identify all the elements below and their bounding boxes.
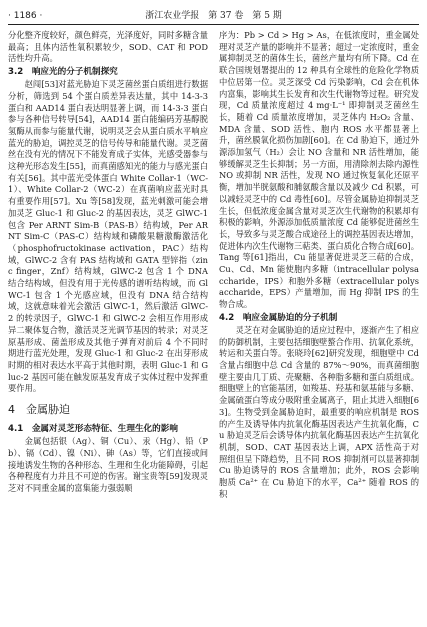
- journal-info: 浙江农业学报 第 37 卷 第 5 期: [145, 11, 282, 21]
- section-heading-4: 4 金属胁迫: [8, 403, 70, 417]
- paragraph: 金属包括银（Ag）、铜（Cu）、汞（Hg）、铅（Pb）、镉（Cd）、镍（Ni）、砷（As）等，它们直接或间接地诱发生物的各种形态、生理和生化功能障碍，引起各种程度有力并且不可逆的伤害。谢宝贵等[59]发现灵芝对不同重金属的富集能力强弱顺: [8, 436, 208, 493]
- header-rule: [8, 24, 419, 25]
- section-heading-4-1: 4.1 金属对灵芝形态特征、生理生化的影响: [8, 424, 178, 435]
- paragraph: 赵闯[53]对蓝光胁迫下灵芝菌丝蛋白质组进行数据分析，筛选到 54 个蛋白质差异表达量，其中 14-3-3 蛋白和 AAD14 蛋白表达明显著上调，而 14-3-3 蛋白参与各种信号转导[54]，AAD14 蛋白能编码芳基醇脱氢酶从而参与能量代谢，说明灵芝会从蛋白质水平响应蓝光的胁迫，调控灵芝的信号传导和能量代谢。灵芝菌丝在没有光的情况下不能发育成子实体，光感受器参与这种光形态发生[55]，而真菌感知光的能力与感光蛋白有关[56]。其中蓝光受体蛋白 White Collar-1（WC-1）、White Collar-2（WC-2）在真菌响应蓝光时具有重要作用[57]。Xu 等[58]发现，蓝光刺激可能会增加灵芝 Gluc-1 和 Gluc-2 的基因表达，灵芝 GlWC-1 包含 Per ARNT Sim-B（PAS-B）结构域，Per ARNT Sim-C（PAS-C）结构域和磷酸果糖激酶激活化（phosphofructokinase activation，PAC）结构域，GlWC-2 含有 PAS 结构域和 GATA 型锌指（zinc finger，Znf）结构域，GlWC-2 包含 1 个 DNA 结合结构域，但没有用于光传感的谱听结构域，而 GlWC-1 包含 1 个光感应域，但没有 DNA 结合结构域，这就意味着光会激活 GlWC-1，然后激活 GlWC-2 的转录因子，GlWC-1 和 GlWC-2 会相互作用形成异二聚体复合物，激活灵芝光调节基因的转录；对灵芝原基形成、菌盖形成及其他子弹育对前后 4 个不同时期进行蓝光处理，发现 Gluc-1 和 Gluc-2 在出芽形成时期的相对表达水平高于其他时期，表明 Gluc-1 和 Gluc-2 基因可能在触发原基发育成子实体过程中发挥重要作用。: [8, 79, 208, 394]
- paragraph: 分化整齐度较好，颜色鲜亮，光泽度好，同时多糖含量最高；且体内活性氧积累较少，SOD、CAT 和 POD 活性均升高。: [8, 30, 208, 64]
- left-column: [8, 30, 208, 495]
- section-heading-4-2: 4.2 响应金属胁迫的分子机制: [219, 312, 338, 323]
- paragraph: 序为：Pb > Cd > Hg > As，在低浓度时，重金属处理对灵芝产量的影响并不显著；超过一定浓度时，重金属抑制灵芝的菌体生长，菌丝产量均有所下降。Cd 在联合国规划署提出的 12 种具有全球性的危险化学物质中位居第一位。灵芝深受 Cd 污染影响，Cd 会在机体内富集，影响其生长发育和次生代谢物等过程。研究发现，Cd 质量浓度超过 4 mg·L⁻¹ 即抑制灵芝菌丝生长，随着 Cd 质量浓度增加，灵芝体内 H₂O₂ 含量、MDA 含量、SOD 活性、胞内 ROS 水平都显著上升，菌丝膜氧化损伤加剧[60]。在 Cd 胁迫下，通过外源添加氢气（H₂）会让 NO 含量和 NR 活性增加，能够缓解灵芝生长抑制；另一方面，用清除剂去除内源性 NO 或抑制 NR 活性，发现 NO 通过恢复氧化还原平衡，增加半胱氨酸和脯氨酸含量以及减少 Cd 积累，可以减轻灵芝中的 Cd 毒性[60]。尽管金属胁迫抑制灵芝生长，但低浓度金属含量对灵芝次生代谢物的积累却有积极的影响，外源添加低质量浓度 Cd 能够促进菌丝生长，导致多与灵芝酸合成途径上的调控基因表达增加，促进体内次生代谢物三萜类、蛋白质化合物合成[60]。Tang 等[61]指出，Cu 能显著促进灵芝三萜的合成，Cu、Cd、Mn 能使胞内多糖（intracellular polysaccharide，IPS）和胞外多糖（extracellular polysaccharide，EPS）产量增加，而 Hg 抑制 IPS 的生物合成。: [219, 30, 419, 310]
- section-heading-3-2: 3.2 响应光的分子机制探究: [8, 67, 118, 78]
- running-header: [8, 8, 419, 22]
- right-column: [219, 30, 419, 500]
- paragraph: 灵芝在对金属胁迫的适应过程中，逐渐产生了相应的防御机制，主要包括细胞壁螯合作用、抗氧化系统，转运和关蛋白等。张晓玲[62]研究发现，细胞壁中 Cd 含量占细胞中总 Cd 含量的 87%～90%，而真菌细胞壁主要由几丁质、壳聚糖、各种脂多糖和蛋白质组成。细胞壁上的官能基团，如羧基、羟基和氨基能与多糖、金属硫蛋白等成分吸附重金属离子，阻止其进入细胞[63]。生物受到金属胁迫时，最重要的响应机制是 ROS 的产生及诱导体内抗氧化酶基因表达产生抗氧化酶，Cu 胁迫灵芝后会诱导体内抗氧化酶基因表达产生抗氧化机制，SOD、CAT 基因表达上调，APX 活性高于对照组但呈下降趋势，且不同 ROS 抑制剂可以显著抑制 Cu 胁迫诱导的 ROS 含量增加；此外，ROS 会影响胞质 Ca²⁺ 在 Cu 胁迫下的水平，Ca²⁺ 随着 ROS 的积: [219, 324, 419, 499]
- page-number: · 1186 ·: [8, 11, 43, 21]
